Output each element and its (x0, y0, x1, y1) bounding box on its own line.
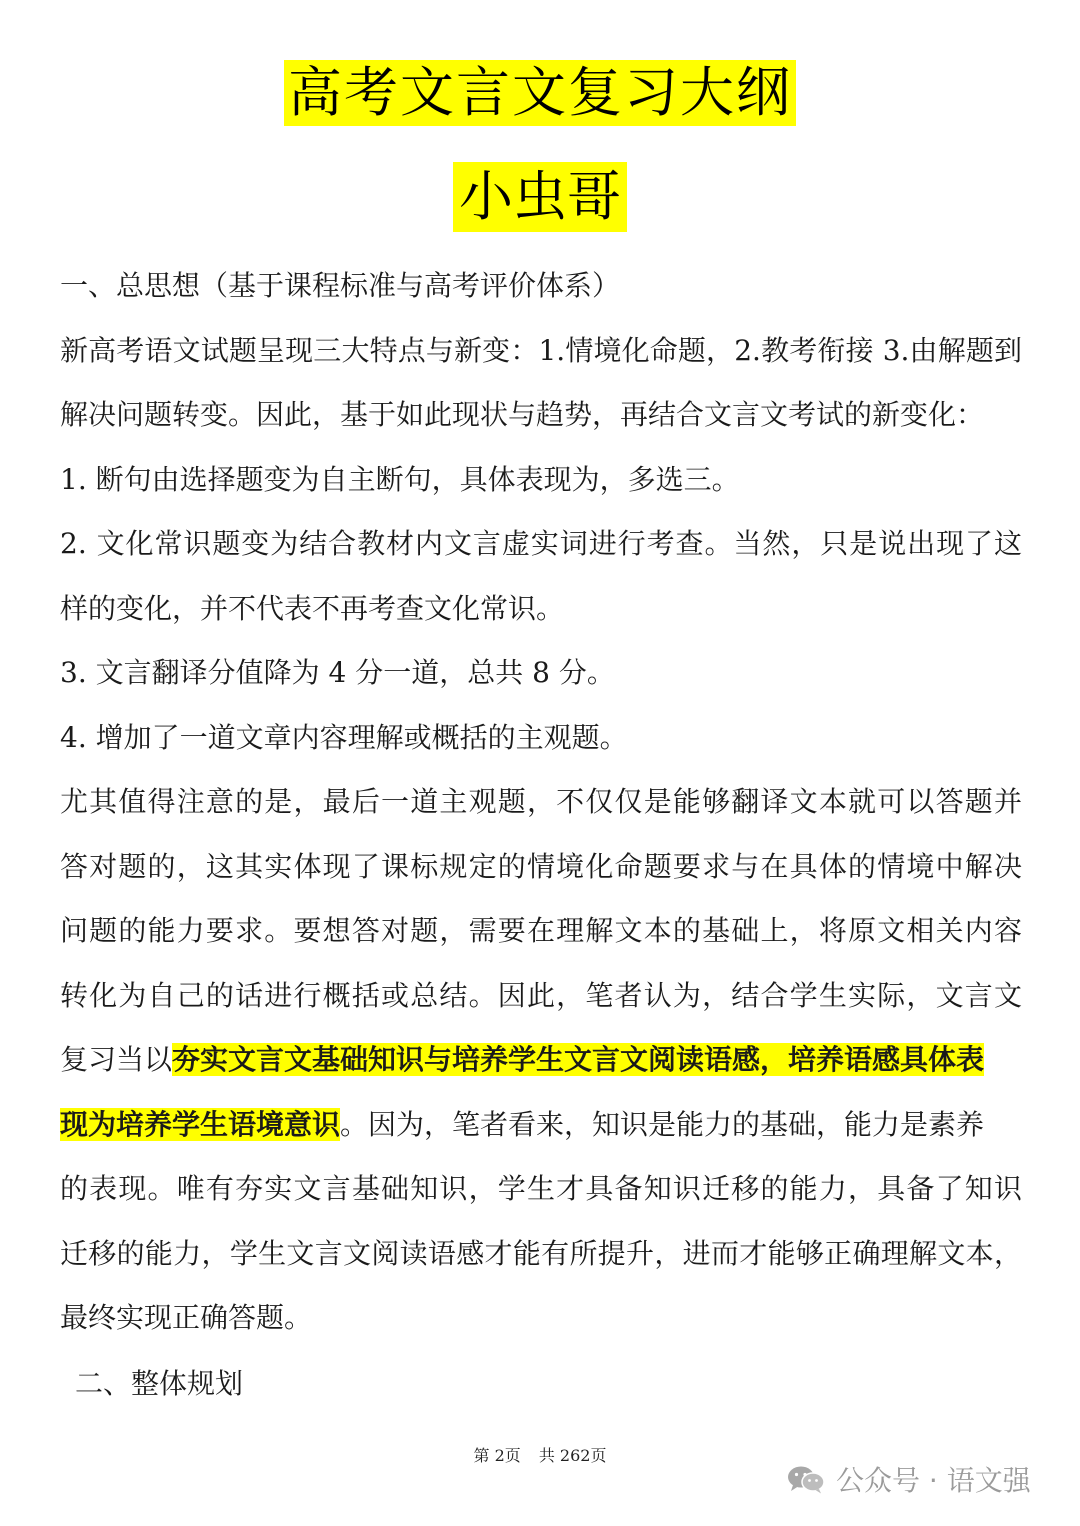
body-line: 转化为自己的话进行概括或总结。因此，笔者认为，结合学生实际，文言文 (60, 979, 1022, 1012)
page-total: 共 262页 (538, 1446, 607, 1465)
body-line-highlighted (60, 1042, 1022, 1078)
watermark (786, 1459, 1031, 1499)
body-line: 解决问题转变。因此，基于如此现状与趋势，再结合文言文考试的新变化： (60, 398, 985, 431)
body-line: 的表现。唯有夯实文言基础知识，学生才具备知识迁移的能力，具备了知识 (60, 1172, 1022, 1205)
wechat-icon (786, 1464, 826, 1494)
body-line: 新高考语文试题呈现三大特点与新变：1.情境化命题，2.教考衔接 3.由解题到 (60, 334, 1022, 367)
body-line: 迁移的能力，学生文言文阅读语感才能有所提升，进而才能够正确理解文本， (60, 1237, 1022, 1270)
title-block (0, 60, 1080, 126)
highlighted-text: 现为培养学生语境意识 (60, 1108, 341, 1141)
list-item-4: 4. 增加了一道文章内容理解或概括的主观题。 (60, 721, 628, 754)
list-item-2-continued: 样的变化，并不代表不再考查文化常识。 (60, 592, 565, 625)
page-number: 第 2页 (473, 1446, 521, 1465)
section-heading-1: 一、总思想（基于课程标准与高考评价体系） (60, 269, 621, 302)
list-item-2: 2. 文化常识题变为结合教材内文言虚实词进行考查。当然，只是说出现了这 (60, 527, 1022, 560)
body-line: 问题的能力要求。要想答对题，需要在理解文本的基础上，将原文相关内容 (60, 914, 1022, 947)
section-heading-2: 二、整体规划 (75, 1367, 244, 1400)
highlighted-text: 夯实文言文基础知识与培养学生文言文阅读语感，培养语感具体表 (172, 1043, 985, 1076)
body-line: 最终实现正确答题。 (60, 1301, 313, 1334)
document-author: 小虫哥 (453, 162, 627, 232)
body-line-highlighted (60, 1107, 1022, 1143)
document-title: 高考文言文复习大纲 (284, 60, 796, 126)
plain-text: 复习当以 (60, 1043, 173, 1076)
author-block (0, 162, 1080, 232)
watermark-text: 公众号 · 语文强 (836, 1464, 1031, 1497)
body-line: 尤其值得注意的是，最后一道主观题，不仅仅是能够翻译文本就可以答题并 (60, 785, 1022, 818)
list-item-1: 1. 断句由选择题变为自主断句，具体表现为，多选三。 (60, 463, 740, 496)
body-line: 答对题的，这其实体现了课标规定的情境化命题要求与在具体的情境中解决 (60, 850, 1022, 883)
list-item-3: 3. 文言翻译分值降为 4 分一道，总共 8 分。 (60, 656, 615, 689)
plain-text: 。因为，笔者看来，知识是能力的基础，能力是素养 (340, 1108, 985, 1141)
